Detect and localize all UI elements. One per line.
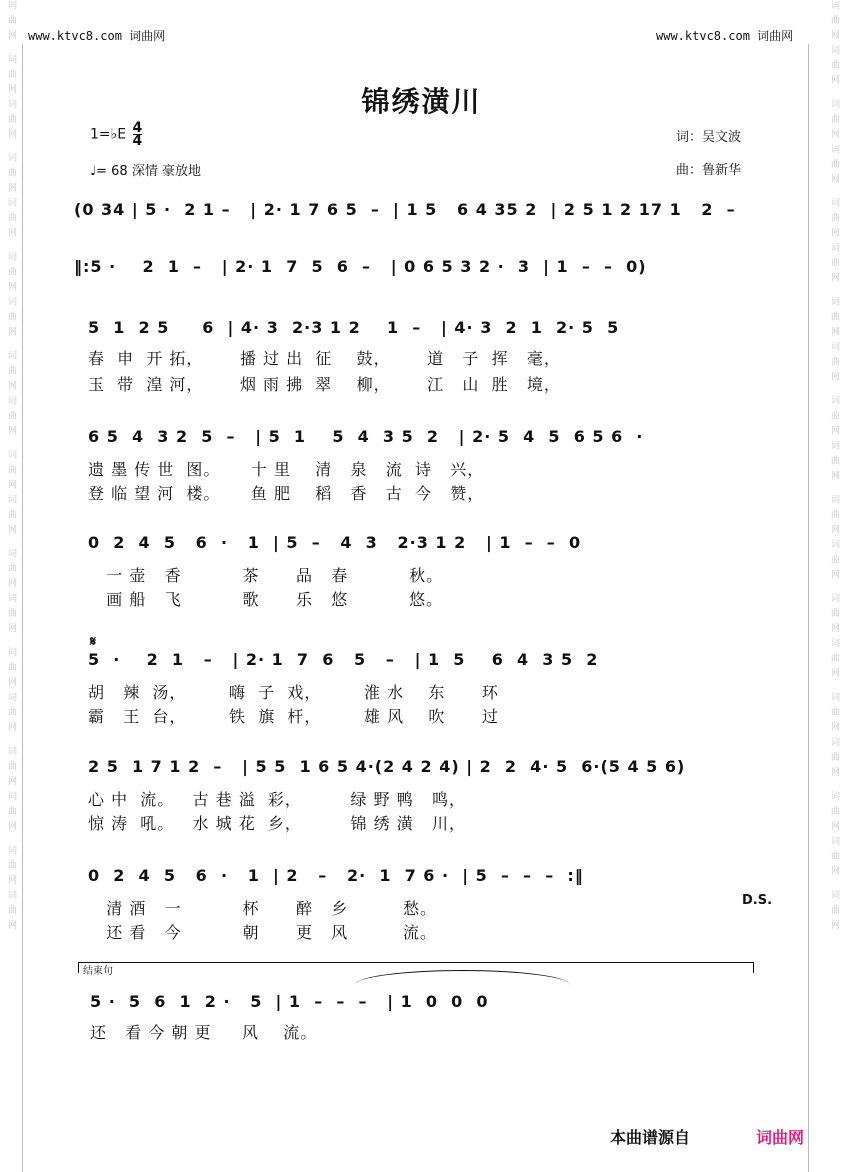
lyric-verse-2: 还 看 今 朝 更 风 流。 bbox=[88, 923, 438, 942]
lyric-verse-1: 胡 辣 汤， 嗨 子 戏， 淮 水 东 环 bbox=[88, 683, 499, 702]
lyric-verse-2: 玉 带 湟 河， 烟 雨 拂 翠 柳， 江 山 胜 境， bbox=[88, 375, 561, 394]
right-watermark-column: 词曲网词曲网 词曲网词曲网 词曲网词曲网 词曲网词曲网 词曲网词曲网 词曲网词曲网 词曲网词曲网 词曲网词曲网 词曲网词曲网 词曲网 bbox=[829, 0, 839, 935]
lyric-verse-2: 惊 涛 吼。 水 城 花 乡， 锦 绣 潢 川， bbox=[88, 814, 466, 833]
lyric-verse-2: 画 船 飞 歌 乐 悠 悠。 bbox=[88, 590, 444, 609]
header-left[interactable]: www.ktvc8.com 词曲网 bbox=[28, 29, 166, 43]
key-text: 1=♭E bbox=[90, 126, 127, 143]
notation-line: ‖:5 · 2 1 – | 2· 1 7 5 6 – | 0 6 5 3 2 · 3 | 1 – – 0) bbox=[74, 257, 647, 276]
tempo-marking: ♩= 68 深情 豪放地 bbox=[90, 164, 201, 179]
segno-symbol: 𝄋 bbox=[90, 634, 97, 650]
header-right[interactable]: www.ktvc8.com 词曲网 bbox=[656, 29, 794, 43]
notation-line: 2 5 1 7 1 2 – | 5 5 1 6 5 4·(2 4 2 4) | 2 2 4· 5 6·(5 4 5 6) bbox=[88, 757, 686, 776]
notation-line: 5 · 2 1 – | 2· 1 7 6 5 – | 1 5 6 4 3 5 2 bbox=[88, 650, 599, 669]
lyricist-credit: 词：吴文波 bbox=[676, 130, 742, 145]
da-segno-mark: D.S. bbox=[742, 893, 773, 908]
lyric-verse-1: 一 壶 香 茶 品 春 秋。 bbox=[88, 566, 444, 585]
lyric-verse-1: 清 酒 一 杯 醉 乡 愁。 bbox=[88, 899, 438, 918]
notation-line: 0 2 4 5 6 · 1 | 5 – 4 3 2·3 1 2 | 1 – – 0 bbox=[88, 533, 582, 552]
notation-line: 5 1 2 5 6 | 4· 3 2·3 1 2 1 – | 4· 3 2 1 2· 5 5 bbox=[88, 318, 620, 337]
lyric-verse-1: 春 申 开 拓， 播 过 出 征 鼓， 道 子 挥 毫， bbox=[88, 349, 561, 368]
watermark-text: 词曲网 bbox=[6, 0, 16, 45]
song-title: 锦绣潢川 bbox=[361, 85, 482, 118]
composer-credit: 曲：鲁新华 bbox=[676, 163, 742, 178]
lyric-verse-2: 霸 王 台， 铁 旗 杆， 雄 风 吹 过 bbox=[88, 707, 499, 726]
ending-label: 结束句 bbox=[83, 966, 113, 977]
notation-line: 5 · 5 6 1 2 · 5 | 1 – – – | 1 0 0 0 bbox=[90, 992, 489, 1011]
lyric-verse-1: 心 中 流。 古 巷 溢 彩， 绿 野 鸭 鸣， bbox=[88, 790, 466, 809]
time-signature bbox=[133, 122, 143, 147]
time-top: 4 bbox=[132, 120, 143, 136]
lyric-verse-1: 还 看 今 朝 更 风 流。 bbox=[90, 1023, 318, 1042]
footer-brand-logo[interactable]: 词曲网 bbox=[756, 1128, 805, 1147]
lyric-verse-2: 登 临 望 河 楼。 鱼 肥 稻 香 古 今 赞， bbox=[88, 484, 485, 503]
notation-line: (0 34 | 5 · 2 1 – | 2· 1 7 6 5 – | 1 5 6 4 35 2 | 2 5 1 2 17 1 2 – bbox=[74, 200, 736, 219]
key-signature bbox=[90, 122, 142, 147]
time-bottom: 4 bbox=[132, 133, 143, 149]
notation-line: 0 2 4 5 6 · 1 | 2 – 2· 1 7 6 · | 5 – – – :‖ bbox=[88, 866, 584, 885]
left-watermark-column: 词曲网 词曲网词曲网 词曲网词曲网 词曲网词曲网 词曲网词曲网 词曲网词曲网 词曲网词曲网 词曲网词曲网 词曲网词曲网 词曲网词曲网 bbox=[6, 0, 16, 935]
notation-line: 6 5 4 3 2 5 – | 5 1 5 4 3 5 2 | 2· 5 4 5 6 5 6 · bbox=[88, 427, 644, 446]
lyric-verse-1: 遗 墨 传 世 图。 十 里 清 泉 流 诗 兴， bbox=[88, 460, 485, 479]
footer-source-label: 本曲谱源自 bbox=[610, 1128, 691, 1147]
